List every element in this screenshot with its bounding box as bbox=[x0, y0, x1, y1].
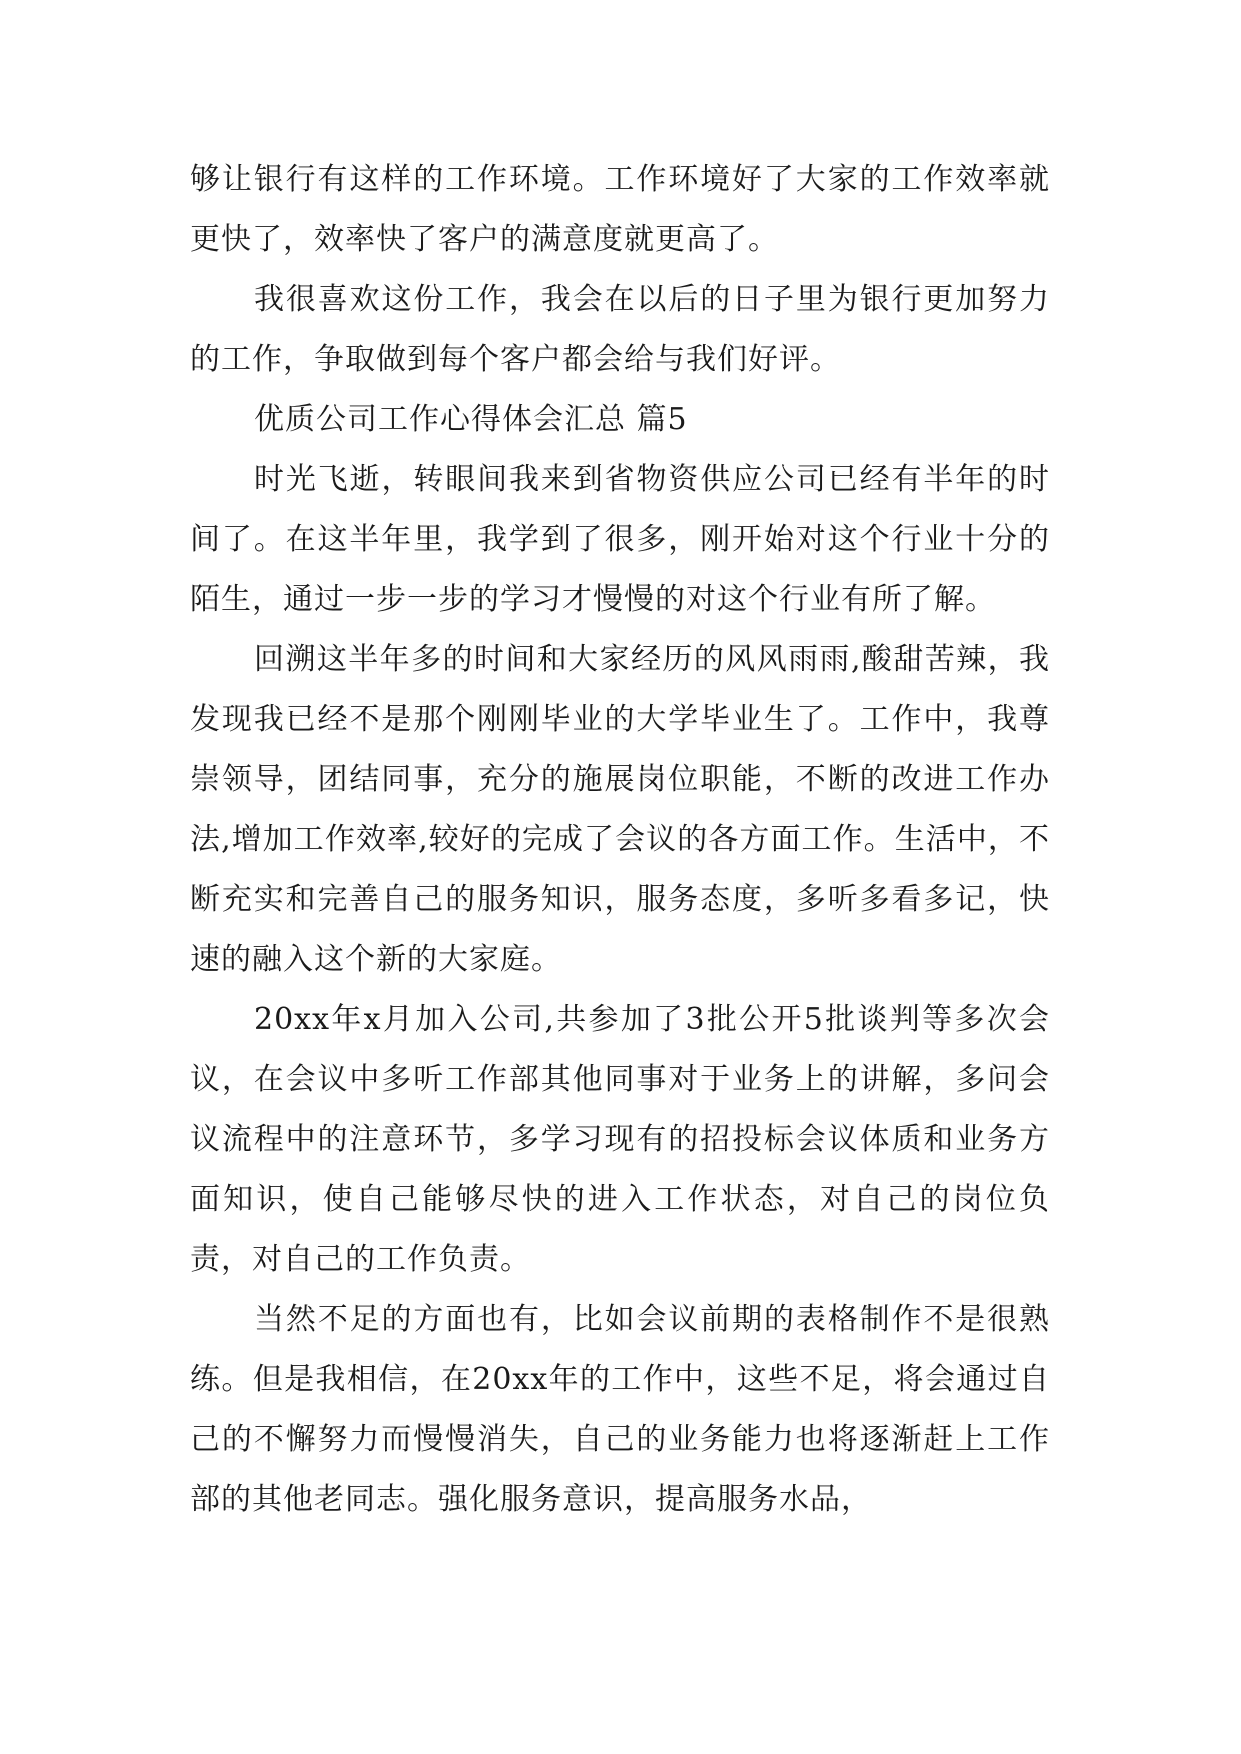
paragraph-shortcomings: 当然不足的方面也有，比如会议前期的表格制作不是很熟练。但是我相信，在20xx年的工作中，这些不足，将会通过自己的不懈努力而慢慢消失，自己的业务能力也将逐渐赶上工作部的其他老同志。强化服务意识，提高服务水品， bbox=[190, 1302, 1050, 1517]
paragraph-meetings: 20xx年x月加入公司,共参加了3批公开5批谈判等多次会议，在会议中多听工作部其他同事对于业务上的讲解，多问会议流程中的注意环节，多学习现有的招投标会议体质和业务方面知识，使自己能够尽快的进入工作状态，对自己的岗位负责，对自己的工作负责。 bbox=[190, 1002, 1050, 1277]
paragraph-time-flies: 时光飞逝，转眼间我来到省物资供应公司已经有半年的时间了。在这半年里，我学到了很多，刚开始对这个行业十分的陌生，通过一步一步的学习才慢慢的对这个行业有所了解。 bbox=[190, 462, 1050, 617]
section-heading: 优质公司工作心得体会汇总 篇5 bbox=[254, 402, 688, 437]
paragraph-continuation: 够让银行有这样的工作环境。工作环境好了大家的工作效率就更快了，效率快了客户的满意度就更高了。 bbox=[190, 162, 1050, 257]
paragraph-bank-work: 我很喜欢这份工作，我会在以后的日子里为银行更加努力的工作，争取做到每个客户都会给与我们好评。 bbox=[190, 282, 1050, 377]
document-body bbox=[190, 150, 1050, 1530]
paragraph-review: 回溯这半年多的时间和大家经历的风风雨雨,酸甜苦辣，我发现我已经不是那个刚刚毕业的大学毕业生了。工作中，我尊崇领导，团结同事，充分的施展岗位职能，不断的改进工作办法,增加工作效率,较好的完成了会议的各方面工作。生活中，不断充实和完善自己的服务知识，服务态度，多听多看多记，快速的融入这个新的大家庭。 bbox=[190, 642, 1050, 977]
